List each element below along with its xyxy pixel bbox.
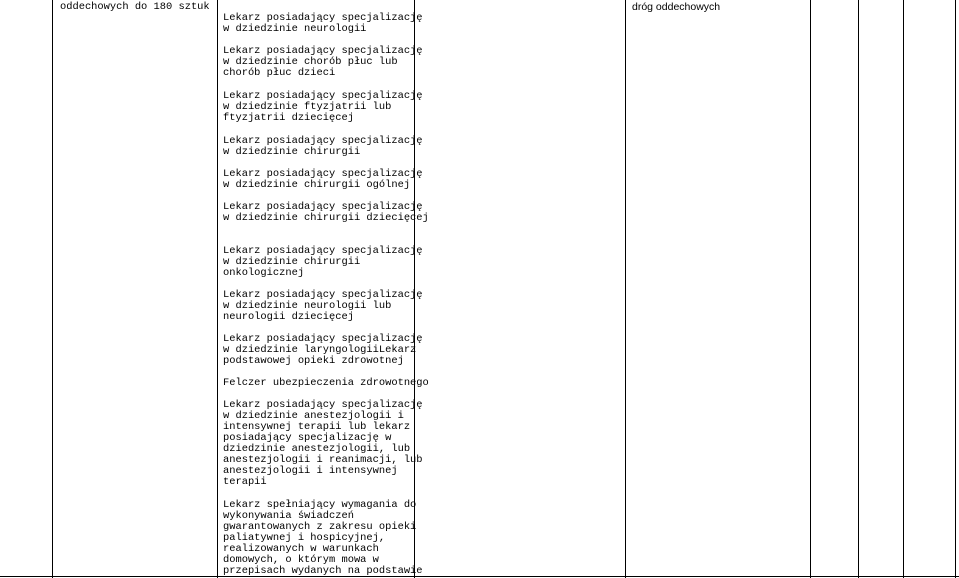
procedure-cell: oddechowych do 180 sztuk [60, 1, 210, 13]
requirement-entry: Felczer ubezpieczenia zdrowotnego [223, 377, 429, 389]
row-border [0, 576, 959, 577]
column-border [858, 0, 859, 578]
column-border [955, 0, 956, 578]
requirement-entry: Lekarz posiadający specjalizację w dziedzinie chirurgii [223, 135, 423, 158]
column-border [52, 0, 53, 578]
requirement-entry: Lekarz posiadający specjalizację w dziedzinie ftyzjatrii lub ftyzjatrii dziecięcej [223, 90, 423, 124]
requirement-entry: Lekarz posiadający specjalizację w dziedzinie chirurgii onkologicznej [223, 245, 423, 279]
column-border [625, 0, 626, 578]
requirement-entry: Lekarz posiadający specjalizację w dziedzinie chorób płuc lub chorób płuc dzieci [223, 45, 423, 79]
requirement-entry: Lekarz posiadający specjalizację w dziedzinie chirurgii dziecięcej [223, 201, 429, 224]
column-border [810, 0, 811, 578]
column-border [903, 0, 904, 578]
requirement-entry: Lekarz posiadający specjalizację w dziedzinie anestezjologii i intensywnej terapii lub lekarz posiadający specjalizację w dziedzinie anestezjologii, lub anestezjologii i reanimacji, lub anestezjologii i intensywnej terapii [223, 399, 423, 488]
requirement-entry: Lekarz spełniający wymagania do wykonywania świadczeń gwarantowanych z zakresu opieki paliatywnej i hospicyjnej, realizowanych w warunkach domowych, o którym mowa w przepisach wydanych na podstawie [223, 499, 423, 577]
indication-cell: dróg oddechowych [632, 1, 721, 13]
requirement-entry: Lekarz posiadający specjalizację w dziedzinie neurologii lub neurologii dziecięcej [223, 289, 423, 323]
column-border [217, 0, 218, 578]
requirement-entry: Lekarz posiadający specjalizację w dziedzinie neurologii [223, 12, 423, 35]
requirement-entry: Lekarz posiadający specjalizację w dziedzinie laryngologiiLekarz podstawowej opieki zdrowotnej [223, 333, 423, 367]
requirement-entry: Lekarz posiadający specjalizację w dziedzinie chirurgii ogólnej [223, 168, 423, 191]
